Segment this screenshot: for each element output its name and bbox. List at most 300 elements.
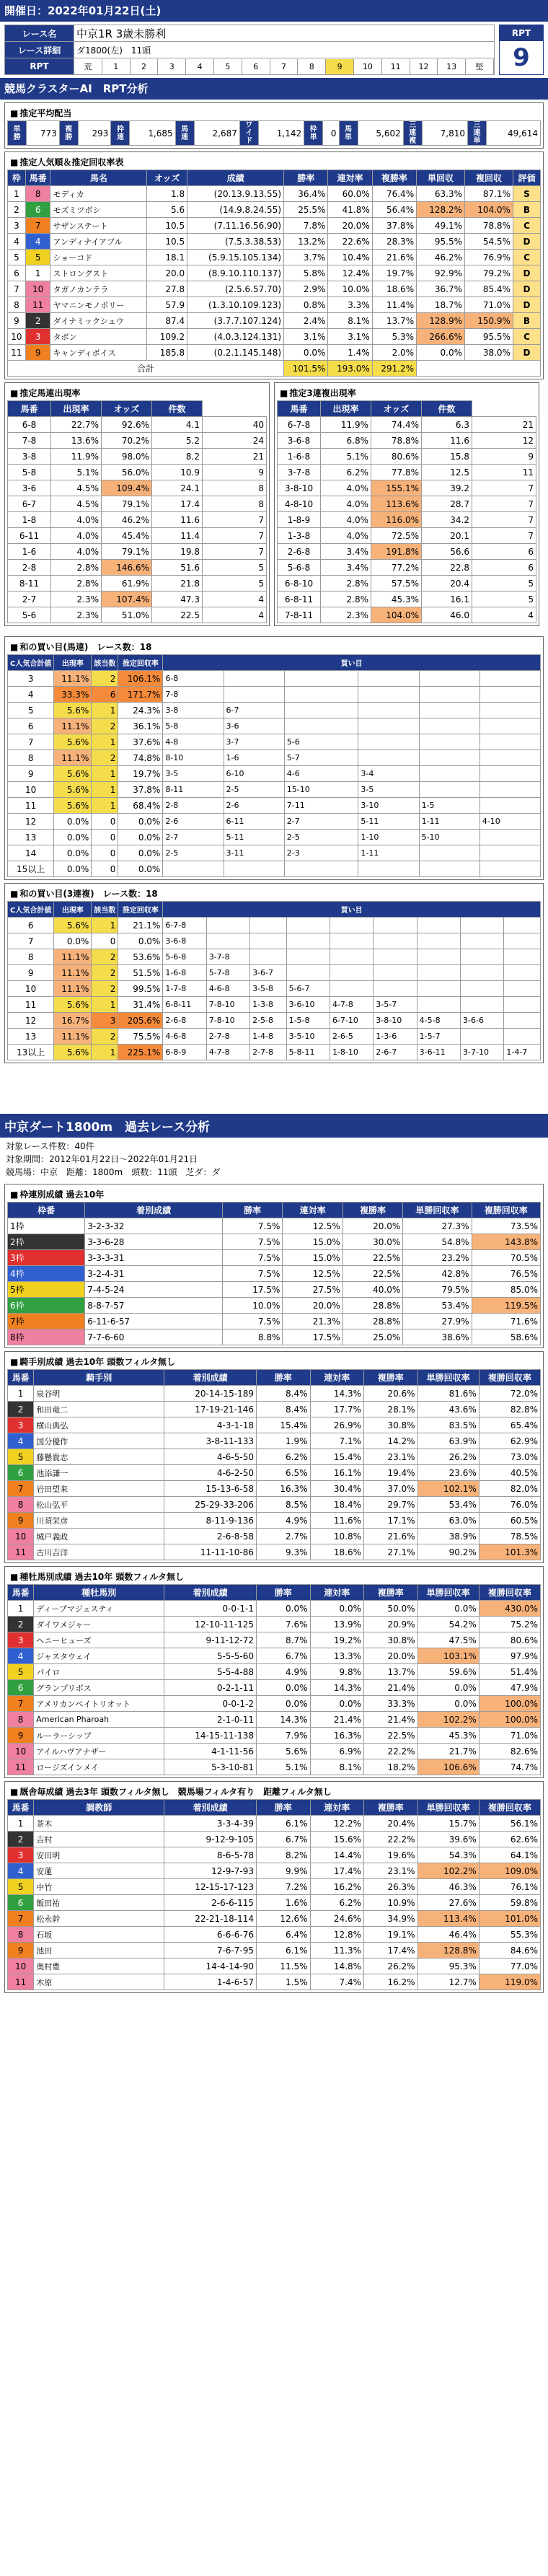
table-cell: 75.2% — [479, 1617, 540, 1632]
table-cell: 26.9% — [310, 1417, 364, 1433]
table-cell: 6.9% — [310, 1744, 364, 1759]
race-info-table — [4, 25, 495, 75]
empty-cell — [480, 830, 540, 845]
column-header: 該当数 — [92, 902, 118, 918]
empty-cell — [374, 918, 417, 933]
empty-cell — [461, 949, 504, 965]
column-header: 評価 — [513, 170, 540, 186]
buy-combo: 1-3-6 — [374, 1029, 417, 1045]
table-cell: 27.1% — [364, 1544, 418, 1560]
table-cell: 16.1% — [310, 1465, 364, 1481]
table-row — [8, 1497, 541, 1513]
table-cell: 27.5% — [283, 1282, 342, 1298]
table-cell: 0.0% — [118, 814, 163, 830]
pair-trio-row — [4, 382, 544, 626]
table-cell: 8-6-5-78 — [164, 1847, 257, 1863]
sire-title: ■ 種牡馬別成績 過去10年 頭数フィルタ無し — [7, 1569, 541, 1584]
empty-cell — [480, 671, 540, 687]
table-cell: 13.6% — [51, 433, 102, 449]
table-cell: 1 — [8, 1816, 34, 1832]
table-row — [278, 592, 536, 607]
table-cell: 5-6 — [8, 607, 51, 623]
table-cell: D — [513, 297, 540, 313]
table-cell: 33.3% — [54, 687, 92, 703]
table-cell: 7 — [8, 734, 54, 750]
table-cell: モディカ — [50, 186, 147, 202]
table-cell: 62.9% — [479, 1433, 540, 1449]
table-cell: 143.8% — [472, 1234, 540, 1250]
table-cell: 3 — [8, 671, 54, 687]
table-cell: 15.8 — [422, 449, 472, 465]
table-cell: 5.6% — [54, 703, 92, 718]
column-header: 馬番 — [8, 401, 51, 417]
empty-cell — [250, 933, 287, 949]
table-cell: 9 — [8, 965, 54, 981]
rpt-cell: 2 — [131, 59, 159, 74]
table-cell: 8 — [203, 496, 267, 512]
table-row — [8, 496, 267, 512]
table-cell: 14 — [8, 845, 54, 861]
table-cell: ルーラーシップ — [34, 1728, 164, 1744]
empty-cell — [358, 734, 419, 750]
table-cell: 3-8-10 — [278, 480, 321, 496]
empty-cell — [374, 965, 417, 981]
table-cell: 21.4% — [310, 1712, 364, 1728]
table-cell: 12.8% — [310, 1927, 364, 1943]
table-cell: 0.0% — [417, 1696, 479, 1712]
table-cell: 1 — [92, 703, 118, 718]
table-cell: 5 — [472, 592, 536, 607]
empty-cell — [250, 918, 287, 933]
table-row — [8, 1513, 541, 1529]
table-cell: 17.7% — [310, 1402, 364, 1417]
table-cell: 5.1% — [321, 449, 371, 465]
table-cell: 51.4% — [479, 1664, 540, 1680]
table-cell: American Pharoah — [34, 1712, 164, 1728]
table-cell: 8-11-9-136 — [164, 1513, 257, 1529]
table-cell: 109.4% — [102, 480, 152, 496]
table-cell: 22.5 — [152, 607, 203, 623]
buy-combo: 1-6 — [224, 750, 284, 766]
table-cell: 6.7% — [256, 1648, 310, 1664]
table-cell: 14.4% — [310, 1847, 364, 1863]
payout-label: 複勝 — [59, 121, 78, 146]
race-rpt-label: RPT — [5, 58, 74, 75]
table-cell: 5.6 — [147, 202, 187, 218]
table-cell: 11-11-10-86 — [164, 1544, 257, 1560]
payout-value: 7,810 — [422, 121, 467, 146]
table-cell: 37.0% — [364, 1481, 418, 1497]
column-header: 連対率 — [310, 1585, 364, 1601]
table-row — [8, 798, 541, 814]
table-cell: 119.0% — [479, 1974, 540, 1990]
buy-combo: 1-7-8 — [163, 981, 206, 997]
table-cell: 84.6% — [479, 1943, 540, 1959]
table-cell: 8 — [8, 1712, 34, 1728]
table-row — [8, 417, 267, 433]
buy-combo: 5-6-7 — [286, 981, 330, 997]
empty-cell — [417, 981, 460, 997]
empty-cell — [419, 703, 480, 718]
column-header: 連対率 — [310, 1370, 364, 1386]
table-cell: 59.8% — [479, 1895, 540, 1911]
table-cell: 17.5% — [222, 1282, 282, 1298]
table-cell: 87.4 — [147, 313, 187, 329]
course-meta-count: 対象レース件数：40件 — [6, 1141, 94, 1151]
race-name: 中京1R 3歳未勝利 — [74, 25, 495, 42]
table-cell: 17.4% — [310, 1863, 364, 1879]
table-cell: 77.8% — [371, 465, 422, 480]
table-cell: 5.6% — [54, 766, 92, 782]
mix-trio-panel — [4, 883, 544, 1063]
table-cell: 2 — [8, 1832, 34, 1847]
table-cell: 0.0% — [118, 845, 163, 861]
course-title-bar — [0, 1114, 548, 1138]
table-cell: 3.1% — [284, 329, 328, 345]
table-cell: 7 — [203, 512, 267, 528]
race-detail-label: レース詳細 — [5, 42, 74, 58]
table-cell: 57.5% — [371, 576, 422, 592]
rpt-cell: 7 — [270, 59, 299, 74]
table-cell: 76.1% — [479, 1879, 540, 1895]
table-cell: 27.9% — [403, 1314, 472, 1329]
buy-combo: 4-10 — [480, 814, 540, 830]
buy-combo: 3-11 — [224, 845, 284, 861]
buy-combo: 8-11 — [163, 782, 224, 798]
table-cell: 6-11 — [8, 528, 51, 544]
table-cell: 2.8% — [51, 560, 102, 576]
table-cell: 87.1% — [465, 186, 513, 202]
table-cell: 6.5% — [256, 1465, 310, 1481]
table-cell: 37.8% — [372, 218, 416, 234]
buy-combo: 5-7-8 — [206, 965, 249, 981]
column-header: 連対率 — [283, 1203, 342, 1218]
empty-cell — [358, 671, 419, 687]
rpt-cell: 10 — [354, 59, 382, 74]
buy-combo: 3-5 — [163, 766, 224, 782]
table-row — [8, 433, 267, 449]
table-cell: 92.9% — [417, 265, 465, 281]
column-header: 単勝回収率 — [417, 1585, 479, 1601]
table-cell: 13.7% — [372, 313, 416, 329]
table-cell: 10.9 — [152, 465, 203, 480]
buy-combo: 2-6-5 — [330, 1029, 373, 1045]
table-cell: アンディナイアブル — [50, 234, 147, 250]
table-cell: 6 — [92, 687, 118, 703]
table-cell: 11.1% — [54, 949, 92, 965]
table-cell: 5 — [25, 250, 50, 265]
table-cell: 54.3% — [417, 1847, 479, 1863]
jockey-table — [7, 1369, 541, 1560]
empty-cell — [330, 981, 373, 997]
table-cell: 0.0% — [54, 845, 92, 861]
table-cell: 73.5% — [472, 1218, 540, 1234]
table-cell: 5.6% — [54, 798, 92, 814]
table-cell: (4.0.3.124.131) — [187, 329, 284, 345]
table-cell: 0.0% — [256, 1696, 310, 1712]
table-cell: 54.8% — [403, 1234, 472, 1250]
table-cell: ストロングスト — [50, 265, 147, 281]
table-cell: 5.8% — [284, 265, 328, 281]
table-cell: キャンディボイス — [50, 345, 147, 361]
table-cell: 51.6 — [152, 560, 203, 576]
table-cell: 9 — [8, 313, 26, 329]
table-cell: 15.0% — [283, 1234, 342, 1250]
table-cell: 30.8% — [364, 1632, 418, 1648]
table-cell: 4.0% — [51, 528, 102, 544]
trainer-panel — [4, 1781, 544, 1993]
empty-cell — [480, 750, 540, 766]
table-cell: 8 — [8, 1497, 34, 1513]
table-cell: D — [513, 345, 540, 361]
empty-cell — [504, 933, 541, 949]
table-cell: 8 — [8, 750, 54, 766]
table-cell: 6.1% — [256, 1943, 310, 1959]
table-cell: 1 — [25, 265, 50, 281]
buy-combo: 3-5-7 — [374, 997, 417, 1013]
table-cell: 7.5% — [222, 1250, 282, 1266]
rpt-cell: 6 — [242, 59, 270, 74]
table-row — [8, 1943, 541, 1959]
table-cell: 4.9% — [256, 1513, 310, 1529]
buy-combo: 1-5 — [419, 798, 480, 814]
table-row — [8, 1544, 541, 1560]
table-cell: 18.7% — [417, 297, 465, 313]
table-cell: 茶木 — [34, 1816, 164, 1832]
table-cell: 11.1% — [54, 718, 92, 734]
table-cell: 25.0% — [342, 1329, 402, 1345]
empty-cell — [330, 933, 373, 949]
table-cell: 12.7% — [417, 1974, 479, 1990]
buy-combo: 4-6-8 — [206, 981, 249, 997]
sire-panel — [4, 1566, 544, 1778]
table-cell: 2.3% — [51, 607, 102, 623]
table-row — [8, 1664, 541, 1680]
table-cell: 63.3% — [417, 186, 465, 202]
table-row — [278, 607, 536, 623]
table-cell: 11.3% — [310, 1943, 364, 1959]
table-cell: 53.6% — [118, 949, 163, 965]
table-cell: 7 — [8, 933, 54, 949]
payout-value: 49,614 — [486, 121, 540, 146]
column-header: 騎手別 — [34, 1370, 164, 1386]
table-cell: 95.5% — [417, 234, 465, 250]
table-cell: 63.9% — [417, 1433, 479, 1449]
empty-cell — [417, 933, 460, 949]
buy-combo: 2-6-7 — [374, 1045, 417, 1060]
table-row — [278, 576, 536, 592]
table-row — [8, 1314, 541, 1329]
table-cell: 3.1% — [328, 329, 372, 345]
table-cell: 19.4% — [364, 1465, 418, 1481]
popularity-table — [7, 170, 541, 377]
empty-cell — [480, 766, 540, 782]
table-cell: (1.3.10.109.123) — [187, 297, 284, 313]
buy-combo: 6-11 — [224, 814, 284, 830]
column-header: 馬番 — [8, 1800, 34, 1816]
table-cell: 100.0% — [479, 1696, 540, 1712]
table-cell: 7.5% — [222, 1234, 282, 1250]
table-cell: 7 — [203, 544, 267, 560]
table-cell: 石坂 — [34, 1927, 164, 1943]
table-cell: (14.9.8.24.55) — [187, 202, 284, 218]
table-cell: 19.8 — [152, 544, 203, 560]
table-cell: 12.4% — [328, 265, 372, 281]
table-cell: ダイワメジャー — [34, 1617, 164, 1632]
table-cell: 4.0% — [321, 528, 371, 544]
table-row — [8, 1759, 541, 1775]
table-cell: 8枠 — [8, 1329, 85, 1345]
table-cell: 4 — [8, 234, 26, 250]
table-cell: 68.4% — [118, 798, 163, 814]
waku-table — [7, 1202, 541, 1345]
table-cell: 12-15-17-123 — [164, 1879, 257, 1895]
table-cell: 76.9% — [465, 250, 513, 265]
empty-cell — [480, 734, 540, 750]
table-cell: 11.6 — [152, 512, 203, 528]
column-header: 単回収 — [417, 170, 465, 186]
table-cell: ジャスタウェイ — [34, 1648, 164, 1664]
table-cell: 4.1 — [152, 417, 203, 433]
table-cell: 76.5% — [472, 1266, 540, 1282]
table-cell: 3 — [8, 1417, 34, 1433]
table-cell: 9 — [8, 1943, 34, 1959]
column-header: 枠 — [8, 170, 26, 186]
course-title: 中京ダート1800m 過去レース分析 — [4, 1120, 211, 1135]
column-header: 種牡馬別 — [34, 1585, 164, 1601]
table-cell: 73.0% — [479, 1449, 540, 1465]
table-cell: 11.9% — [51, 449, 102, 465]
table-cell: 2 — [92, 949, 118, 965]
table-cell: 50.0% — [364, 1601, 418, 1617]
table-cell: 0.0% — [54, 861, 92, 877]
table-cell: 2.0% — [372, 345, 416, 361]
table-cell: 6-7-8 — [278, 417, 321, 433]
table-cell: 2-6-8-58 — [164, 1529, 257, 1544]
table-cell: 6 — [25, 202, 50, 218]
table-cell: 10.5 — [147, 234, 187, 250]
table-cell: 13以上 — [8, 1045, 54, 1060]
table-cell: 1-8 — [8, 512, 51, 528]
table-cell: 4 — [203, 607, 267, 623]
column-header: 連対率 — [310, 1800, 364, 1816]
table-cell: 6 — [8, 1465, 34, 1481]
table-cell: 185.8 — [147, 345, 187, 361]
table-row — [278, 465, 536, 480]
empty-cell — [206, 933, 249, 949]
table-cell: 5-3-10-81 — [164, 1759, 257, 1775]
table-cell: 18.2% — [364, 1759, 418, 1775]
table-cell: 7 — [8, 1911, 34, 1927]
empty-cell — [419, 750, 480, 766]
buy-combo: 6-8-11 — [163, 997, 206, 1013]
table-cell: 45.4% — [102, 528, 152, 544]
table-cell: (5.9.15.105.134) — [187, 250, 284, 265]
table-cell: 22-21-18-114 — [164, 1911, 257, 1927]
table-cell: 2.7% — [256, 1529, 310, 1544]
table-cell: 12.2% — [310, 1816, 364, 1832]
empty-cell — [286, 965, 330, 981]
column-header: 馬番 — [278, 401, 321, 417]
table-row — [8, 671, 541, 687]
empty-cell — [417, 918, 460, 933]
table-cell: 6 — [8, 265, 26, 281]
table-cell: 78.8% — [465, 218, 513, 234]
buy-combo: 1-11 — [419, 814, 480, 830]
column-header: 単勝回収率 — [403, 1203, 472, 1218]
table-cell: ディープマジェスティ — [34, 1601, 164, 1617]
column-header: 出現率 — [51, 401, 102, 417]
total-value: 193.0% — [328, 361, 372, 377]
buy-combo: 1-8-10 — [330, 1045, 373, 1060]
table-cell: 5.6% — [256, 1744, 310, 1759]
table-row — [8, 687, 541, 703]
buy-combo: 4-8 — [163, 734, 224, 750]
table-cell: 56.4% — [372, 202, 416, 218]
table-cell: 14-15-11-138 — [164, 1728, 257, 1744]
table-cell: 39.2 — [422, 480, 472, 496]
table-row — [8, 1329, 541, 1345]
total-row — [8, 361, 541, 377]
table-cell: 28.8% — [342, 1298, 402, 1314]
buy-combo: 1-6-8 — [163, 965, 206, 981]
table-cell: 7.8% — [284, 218, 328, 234]
table-cell: 76.4% — [372, 186, 416, 202]
table-cell: 79.1% — [102, 544, 152, 560]
table-cell: 79.5% — [403, 1282, 472, 1298]
empty-cell — [419, 782, 480, 798]
table-cell: 奥村豊 — [34, 1959, 164, 1974]
table-cell: 101.0% — [479, 1911, 540, 1927]
table-cell: 0-0-1-1 — [164, 1601, 257, 1617]
table-cell: 6.8% — [321, 433, 371, 449]
buy-combo: 5-7 — [284, 750, 358, 766]
table-cell: D — [513, 234, 540, 250]
table-cell: 34.9% — [364, 1911, 418, 1927]
table-row — [8, 265, 541, 281]
table-cell: 61.9% — [102, 576, 152, 592]
buy-combo: 6-8-9 — [163, 1045, 206, 1060]
table-cell: 113.4% — [417, 1911, 479, 1927]
table-cell: アイルハヴアナザー — [34, 1744, 164, 1759]
buy-combo: 3-4 — [358, 766, 419, 782]
buy-combo: 4-7-8 — [206, 1045, 249, 1060]
column-header: 成績 — [187, 170, 284, 186]
table-cell: 80.6% — [371, 449, 422, 465]
table-cell: (0.2.1.145.148) — [187, 345, 284, 361]
empty-cell — [461, 918, 504, 933]
payout-table — [7, 120, 541, 146]
buy-combo: 3-6 — [224, 718, 284, 734]
table-row — [8, 1927, 541, 1943]
table-cell: 11.5% — [256, 1959, 310, 1974]
buy-combo: 3-6-6 — [461, 1013, 504, 1029]
rpt-badge — [499, 25, 544, 75]
table-cell: 4.0% — [321, 496, 371, 512]
table-cell: 吉村 — [34, 1832, 164, 1847]
total-value: 101.5% — [284, 361, 328, 377]
table-cell: 1 — [8, 1601, 34, 1617]
table-row — [8, 1648, 541, 1664]
table-cell: 0.0% — [118, 861, 163, 877]
column-header: 件数 — [422, 401, 472, 417]
table-cell: 7-4-5-24 — [85, 1282, 223, 1298]
table-cell: 19.7% — [372, 265, 416, 281]
table-cell: 安蓮 — [34, 1863, 164, 1879]
table-cell: 4 — [8, 1648, 34, 1664]
mix-trio-title: ■ 和の買い目(3連複) レース数：18 — [7, 886, 541, 901]
table-cell: 97.9% — [479, 1648, 540, 1664]
